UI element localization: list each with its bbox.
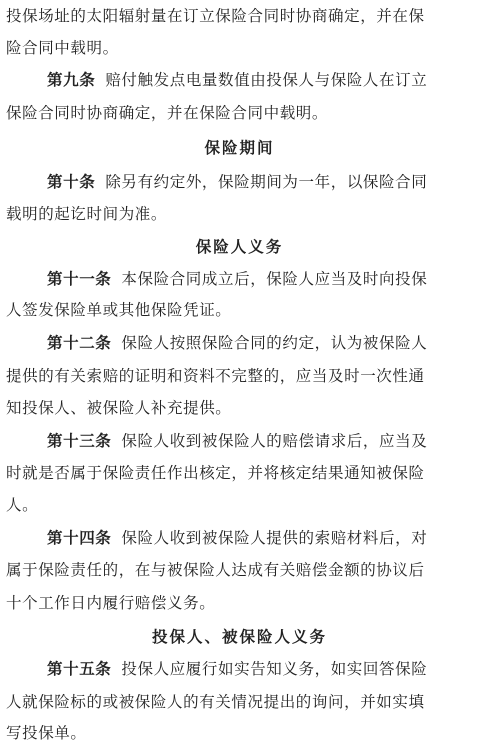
article-12-line [0,329,479,357]
line-text: 写投保单。 [6,724,87,742]
article-11-line [0,265,479,293]
paragraph-line [0,34,479,62]
paragraph-line [0,459,479,487]
line-text: 属于保险责任的，在与被保险人达成有关赔偿金额的协议后 [6,561,425,579]
section-heading-insurer-obligations: 保险人义务 [195,237,284,256]
line-text: 本保险合同成立后，保险人应当及时向投保 [121,270,428,288]
paragraph-line [0,556,479,584]
line-text: 知投保人、被保险人补充提供。 [6,399,232,417]
article-number: 第十四条 [47,528,112,547]
line-text: 投保场址的太阳辐射量在订立保险合同时协商确定，并在保 [6,7,425,25]
paragraph-line [0,719,479,747]
line-text: 保险人收到被保险人提供的索赔材料后，对 [121,529,428,547]
line-text: 险合同中载明。 [6,39,119,57]
paragraph-line [0,99,479,127]
paragraph-line [0,589,479,617]
line-text: 投保人应履行如实告知义务，如实回答保险 [121,660,428,678]
article-10-line [0,168,479,196]
article-number: 第十一条 [47,269,112,288]
article-number: 第十条 [47,172,96,191]
line-text: 时就是否属于保险责任作出核定，并将核定结果通知被保险 [6,464,425,482]
article-13-line [0,427,479,455]
paragraph-line [0,491,479,519]
paragraph-line [0,362,479,390]
section-heading-policyholder-obligations: 投保人、被保险人义务 [151,627,327,646]
line-text: 人就保险标的或被保险人的有关情况提出的询问，并如实填 [6,693,425,711]
line-text: 保险合同时协商确定，并在保险合同中载明。 [6,104,329,122]
line-text: 十个工作日内履行赔偿义务。 [6,594,216,612]
line-text: 保险人收到被保险人的赔偿请求后，应当及 [121,432,428,450]
line-text: 赔付触发点电量数值由投保人与保险人在订立 [105,71,428,89]
line-text: 保险人按照保险合同的约定，认为被保险人 [121,334,428,352]
line-text: 提供的有关索赔的证明和资料不完整的，应当及时一次性通 [6,367,425,385]
article-14-line [0,524,479,552]
line-text: 人。 [6,496,39,514]
article-number: 第十三条 [47,431,112,450]
article-9-line [0,66,479,94]
line-text: 载明的起讫时间为准。 [6,205,168,223]
article-number: 第十二条 [47,333,112,352]
line-text: 人签发保险单或其他保险凭证。 [6,301,232,319]
paragraph-line [0,394,479,422]
paragraph-line [0,688,479,716]
article-15-line [0,655,479,683]
paragraph-line [0,2,479,30]
line-text: 除另有约定外，保险期间为一年，以保险合同 [105,173,428,191]
paragraph-line [0,296,479,324]
article-number: 第十五条 [47,659,112,678]
article-number: 第九条 [47,70,96,89]
section-heading-insurance-period: 保险期间 [204,138,275,157]
paragraph-line [0,200,479,228]
